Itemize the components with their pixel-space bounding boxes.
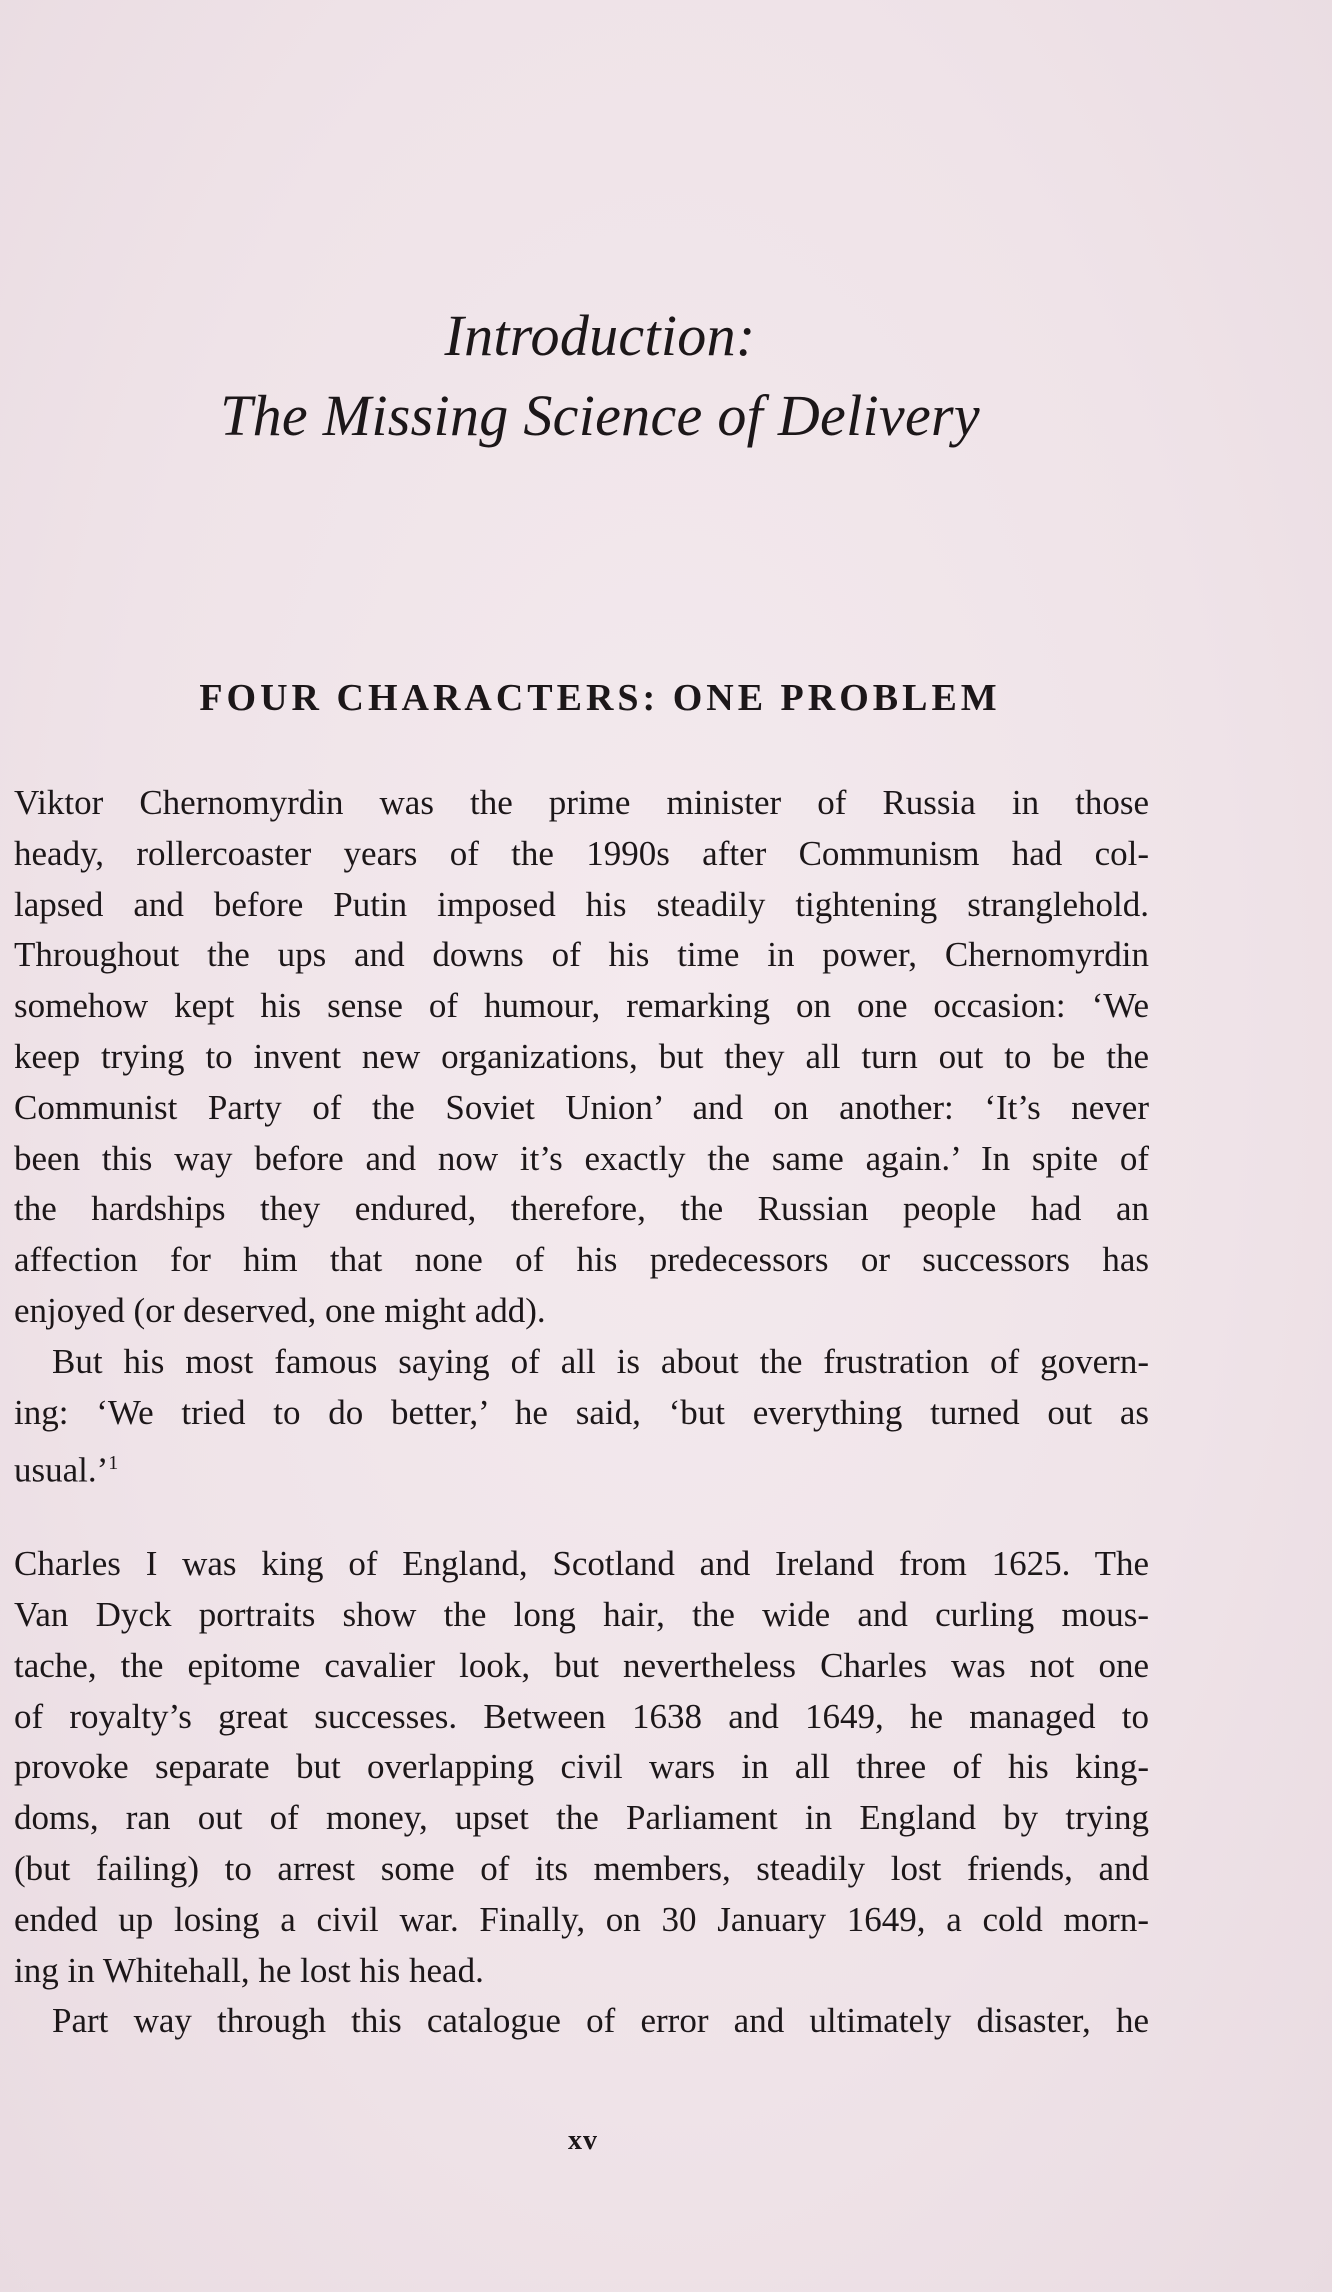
section-break [14,1489,1149,1539]
footnote-marker[interactable]: 1 [108,1452,119,1475]
text-line: affection for him that none of his predecessors or successors has [14,1240,1149,1280]
text-line: Communist Party of the Soviet Union’ and on another: ‘It’s never [14,1087,1149,1127]
text-line: keep trying to invent new organizations, but they all turn out to be the [14,1036,1149,1076]
text-line: tache, the epitome cavalier look, but nevertheless Charles was not one [14,1645,1149,1685]
text-line: Part way through this catalogue of error and ultimately disaster, he [52,2001,1149,2041]
paragraph-famous-saying [14,1337,1149,1489]
text-line: Charles I was king of England, Scotland and Ireland from 1625. The [14,1544,1149,1584]
text-line: ing in Whitehall, he lost his head. [14,1950,484,1990]
text-line [14,1438,1149,1489]
text-line: doms, ran out of money, upset the Parliament in England by trying [14,1798,1149,1838]
text-line-content: usual.’ [14,1451,109,1490]
chapter-title-line-1: Introduction: [444,303,756,368]
text-line: (but failing) to arrest some of its members, steadily lost friends, and [14,1848,1149,1888]
body-text [14,778,1149,2047]
text-line: the hardships they endured, therefore, the Russian people had an [14,1189,1149,1229]
chapter-title-line-2: The Missing Science of Delivery [220,383,980,448]
text-line: of royalty’s great successes. Between 1638 and 1649, he managed to [14,1696,1149,1736]
text-line: Van Dyck portraits show the long hair, the wide and curling mous- [14,1594,1149,1634]
text-line: But his most famous saying of all is about the frustration of govern- [52,1341,1149,1381]
paragraph-catalogue [14,1996,1149,2047]
text-line: ended up losing a civil war. Finally, on 30 January 1649, a cold morn- [14,1899,1149,1939]
text-line: Viktor Chernomyrdin was the prime minister of Russia in those [14,783,1149,822]
text-line: been this way before and now it’s exactly the same again.’ In spite of [14,1138,1149,1178]
section-heading: FOUR CHARACTERS: ONE PROBLEM [199,677,1001,719]
page-number: xv [568,2125,598,2156]
text-line: somehow kept his sense of humour, remarking on one occasion: ‘We [14,986,1149,1026]
text-line: ing: ‘We tried to do better,’ he said, ‘but everything turned out as [14,1392,1149,1432]
text-line: lapsed and before Putin imposed his steadily tightening stranglehold. [14,884,1149,924]
text-line: provoke separate but overlapping civil wars in all three of his king- [14,1747,1149,1787]
chapter-title [0,296,1200,456]
paragraph-chernomyrdin [14,778,1149,1337]
text-line: heady, rollercoaster years of the 1990s after Communism had col- [14,833,1149,873]
paragraph-charles-i [14,1539,1149,1996]
text-line: enjoyed (or deserved, one might add). [14,1290,546,1330]
text-line: Throughout the ups and downs of his time in power, Chernomyrdin [14,935,1149,975]
